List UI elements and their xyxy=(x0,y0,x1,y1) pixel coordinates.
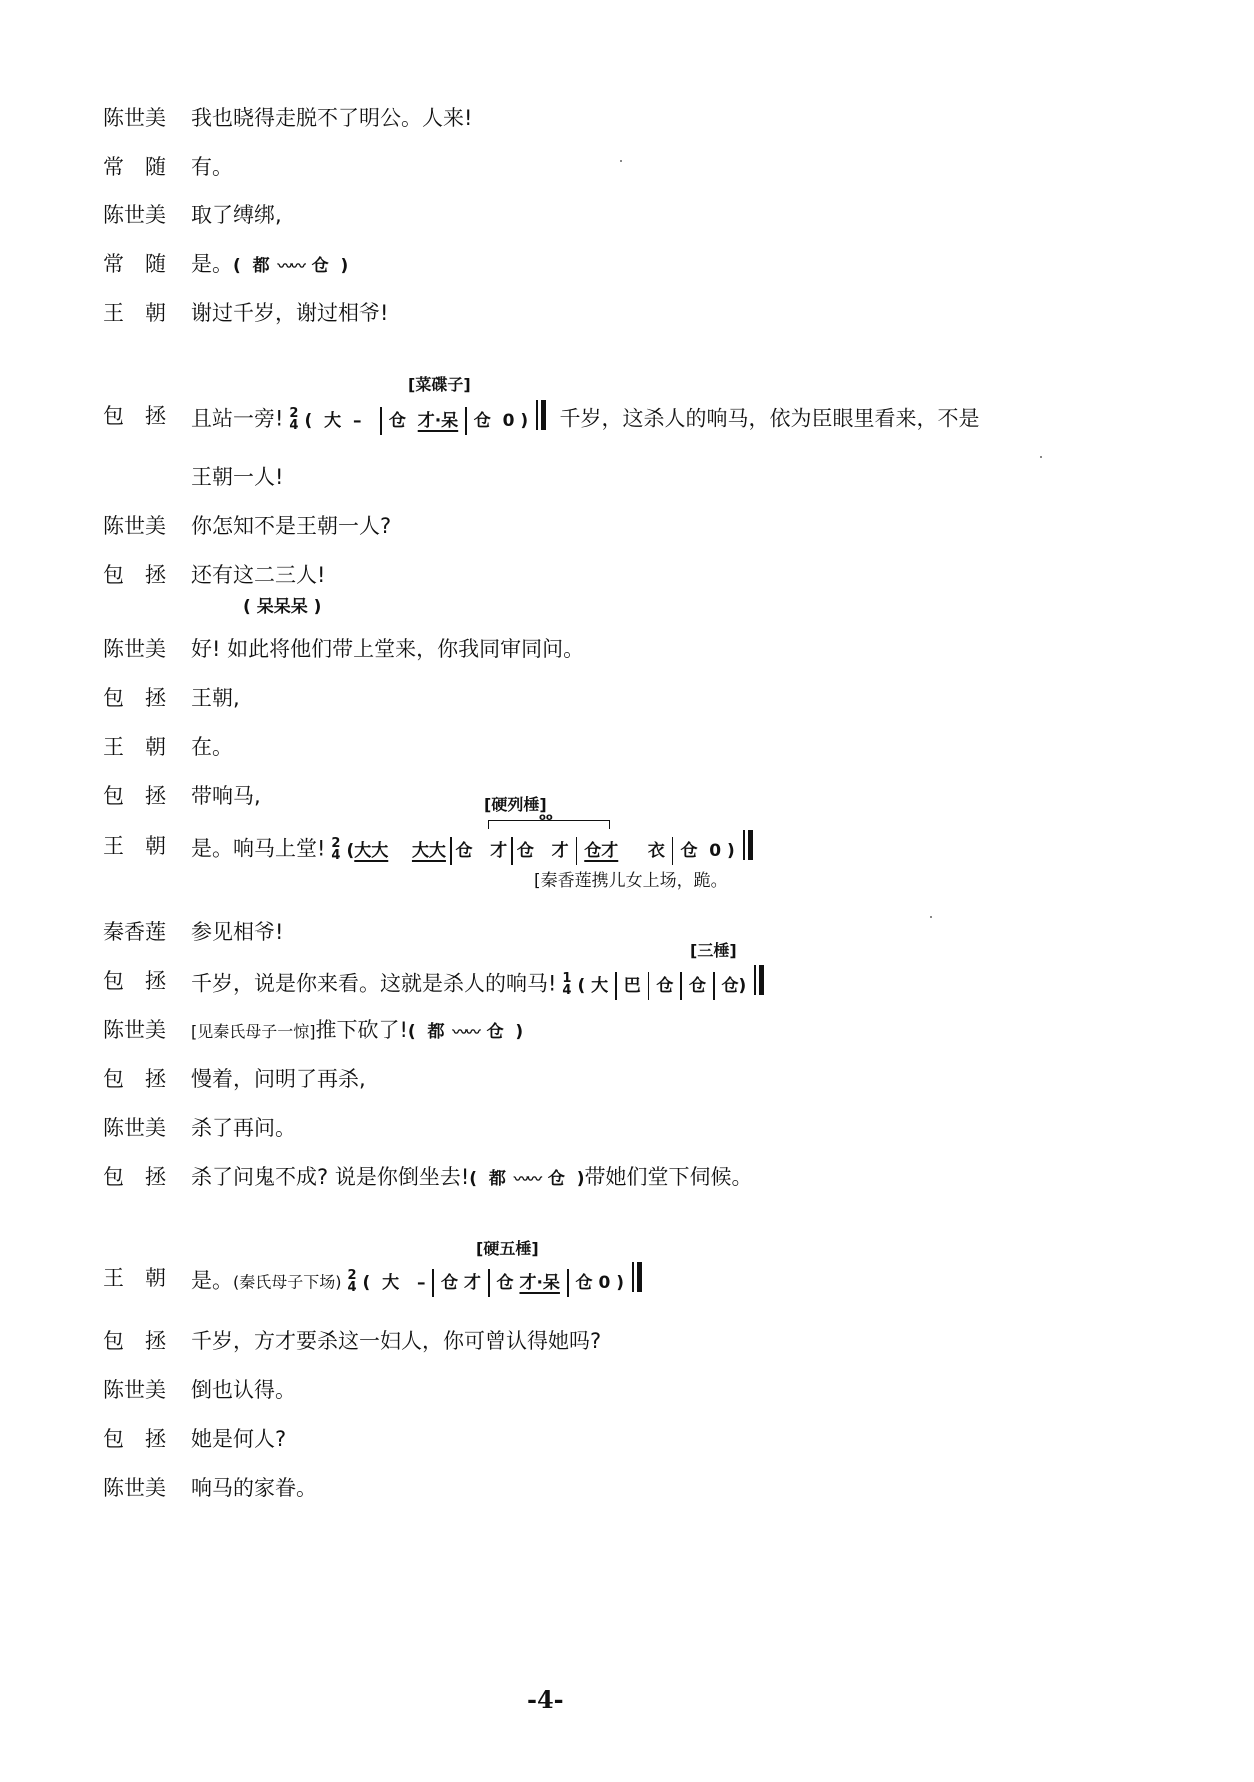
bar-line xyxy=(672,837,674,865)
perc-syllable: 仓 xyxy=(388,410,406,431)
dialogue-text-after: 带她们堂下伺候。 xyxy=(584,1165,753,1189)
dialogue-text: 推下砍了! xyxy=(315,1018,408,1042)
percussion-notation xyxy=(363,1273,624,1293)
paren-open: ( xyxy=(577,975,586,996)
paren-close: ) xyxy=(616,1272,624,1293)
dialogue-content xyxy=(191,965,764,1004)
perc-syllable: 大 xyxy=(591,975,609,996)
perc-syllable: 才 xyxy=(490,840,508,861)
perc-syllable: 仓 xyxy=(688,975,706,996)
dialogue-content xyxy=(191,830,753,869)
percussion-notation xyxy=(469,1169,584,1189)
perc-syllable: 仓 xyxy=(680,840,698,861)
scan-speck xyxy=(930,916,932,918)
bar-line xyxy=(432,1269,434,1297)
time-sig-bottom: 4 xyxy=(289,417,299,433)
dialogue-text: 千岁，方才要杀这一妇人，你可曾认得她吗? xyxy=(191,1329,602,1353)
perc-syllable: 大大 xyxy=(354,840,389,861)
speaker-name: 包 拯 xyxy=(103,404,166,428)
bar-line xyxy=(380,407,382,435)
final-barline xyxy=(754,965,764,1004)
dialogue-content xyxy=(191,248,348,282)
speaker-name: 王 朝 xyxy=(103,301,166,325)
dialogue-text: 谢过千岁，谢过相爷! xyxy=(191,301,389,325)
speaker-name: 包 拯 xyxy=(103,1329,166,1353)
perc-syllable: 仓 xyxy=(455,840,473,861)
paren-open: ( xyxy=(304,410,313,431)
time-sig-top: 2 xyxy=(331,835,341,851)
speaker-name: 陈世美 xyxy=(103,637,166,661)
time-sig-top: 1 xyxy=(562,970,572,986)
dialogue-text: 参见相爷! xyxy=(191,920,284,944)
roll-mark: 〰〰 xyxy=(513,1170,540,1188)
perc-rest: 0 xyxy=(598,1272,611,1293)
speaker-name: 包 拯 xyxy=(103,686,166,710)
perc-syllable: 仓 xyxy=(441,1272,459,1293)
speaker-name: 陈世美 xyxy=(103,1378,166,1402)
paren-close: ) xyxy=(515,1022,524,1042)
dialogue-text: 杀了再问。 xyxy=(191,1116,296,1140)
perc-syllable: 大大 xyxy=(411,840,446,861)
perc-syllable: 仓 xyxy=(486,1022,504,1042)
paren-open: ( xyxy=(362,1272,371,1293)
speaker-name: 包 拯 xyxy=(103,969,166,993)
speaker-name: 包 拯 xyxy=(103,784,166,808)
rest-dash: – xyxy=(416,1272,426,1293)
speaker-name: 秦香莲 xyxy=(103,920,166,944)
perc-syllable: 仓 xyxy=(473,410,491,431)
perc-syllable: 都 xyxy=(427,1022,445,1042)
dialogue-content xyxy=(191,1014,523,1048)
dialogue-text: 她是何人? xyxy=(191,1427,287,1451)
speaker-name: 陈世美 xyxy=(103,106,166,130)
final-barline xyxy=(536,400,546,439)
roll-mark: 〰〰 xyxy=(277,257,304,275)
dialogue-text: 取了缚绑, xyxy=(191,203,282,227)
perc-syllable: 才·呆 xyxy=(519,1272,560,1293)
dialogue-text: 是。 xyxy=(191,252,233,276)
dialogue-text: 是。响马上堂! xyxy=(191,836,326,861)
dialogue-text: 倒也认得。 xyxy=(191,1378,296,1402)
paren-open: ( xyxy=(233,256,241,276)
perc-syllable: 仓才 xyxy=(584,840,619,861)
bar-line xyxy=(450,837,452,865)
time-sig-bottom: 4 xyxy=(562,982,572,998)
perc-syllable: 都 xyxy=(252,256,270,276)
time-sig-top: 2 xyxy=(289,405,299,421)
dialogue-text: 有。 xyxy=(191,155,233,179)
time-signature xyxy=(347,1267,357,1295)
rest-dash: – xyxy=(352,410,362,431)
paren-close: ) xyxy=(738,975,747,996)
percussion-label: [菜碟子] xyxy=(408,375,471,394)
bar-line xyxy=(488,1269,490,1297)
bar-line xyxy=(576,837,578,865)
bar-line xyxy=(615,972,617,1000)
aside-text: [见秦氏母子一惊] xyxy=(191,1022,316,1041)
speaker-name: 陈世美 xyxy=(103,1116,166,1140)
perc-syllable: 仓 xyxy=(496,1272,514,1293)
time-signature xyxy=(331,835,341,863)
dialogue-content xyxy=(191,1161,753,1195)
speaker-name: 陈世美 xyxy=(103,203,166,227)
speaker-name: 王 朝 xyxy=(103,1266,166,1290)
dialogue-text: 好! 如此将他们带上堂来，你我同审同问。 xyxy=(191,637,585,661)
perc-syllable: 衣 xyxy=(647,840,665,861)
dialogue-text: 带响马, xyxy=(191,784,261,808)
dialogue-text: 在。 xyxy=(191,735,233,759)
bar-line xyxy=(648,972,650,1000)
paren-close: ) xyxy=(340,256,349,276)
perc-syllable: 仓 xyxy=(721,975,739,996)
paren-close: ) xyxy=(576,1169,585,1189)
stage-direction: [秦香莲携儿女上场，跪。 xyxy=(534,871,728,891)
bar-line xyxy=(511,837,513,865)
page-number: -4- xyxy=(527,1685,564,1714)
perc-syllable: 才 xyxy=(551,840,569,861)
dialogue-text: 千岁，说是你来看。这就是杀人的响马! xyxy=(191,971,557,996)
time-sig-bottom: 4 xyxy=(347,1279,357,1295)
bar-line xyxy=(680,972,682,1000)
speaker-name: 王 朝 xyxy=(103,735,166,759)
percussion-notation xyxy=(408,1022,523,1042)
dialogue-text: 我也晓得走脱不了明公。人来! xyxy=(191,106,473,130)
speaker-name: 常 随 xyxy=(103,155,166,179)
speaker-name: 包 拯 xyxy=(103,563,166,587)
dialogue-text: 还有这二三人! xyxy=(191,563,326,587)
perc-syllable: 大 xyxy=(324,410,342,431)
paren-open: ( xyxy=(346,840,355,861)
dialogue-text: 响马的家眷。 xyxy=(191,1476,317,1500)
scan-speck xyxy=(620,160,622,162)
dialogue-text-after: 千岁，这杀人的响马，依为臣眼里看来，不是 xyxy=(559,406,980,431)
bar-line xyxy=(713,972,715,1000)
speaker-name: 包 拯 xyxy=(103,1427,166,1451)
percussion-label: [硬列棰] xyxy=(484,795,547,814)
dialogue-text: 是。 xyxy=(191,1268,233,1293)
speaker-name: 王 朝 xyxy=(103,834,166,858)
perc-syllable: 才·呆 xyxy=(417,410,459,431)
percussion-notation xyxy=(233,256,348,276)
percussion-notation xyxy=(577,976,746,996)
speaker-name: 常 随 xyxy=(103,252,166,276)
roll-mark: 〰〰 xyxy=(452,1023,479,1041)
dialogue-text: 王朝, xyxy=(191,686,240,710)
aside-text: (秦氏母子下场) xyxy=(233,1272,342,1292)
time-sig-bottom: 4 xyxy=(331,847,341,863)
speaker-name: 陈世美 xyxy=(103,1476,166,1500)
percussion-notation-below: ( 呆呆呆 ) xyxy=(243,597,322,617)
bar-line xyxy=(465,407,467,435)
perc-rest: 0 xyxy=(502,410,515,431)
perc-syllable: 才 xyxy=(463,1272,481,1293)
dialogue-content xyxy=(191,1262,642,1301)
dialogue-text: 王朝一人! xyxy=(191,465,284,489)
final-barline xyxy=(632,1262,642,1301)
time-sig-top: 2 xyxy=(347,1267,357,1283)
perc-syllable: 大 xyxy=(382,1272,400,1293)
percussion-notation xyxy=(304,411,528,431)
dialogue-content xyxy=(191,400,980,439)
percussion-label: [三棰] xyxy=(690,941,737,960)
grouping-dots: oo xyxy=(539,812,553,823)
paren-close: ) xyxy=(520,410,529,431)
time-signature xyxy=(562,970,572,998)
speaker-name: 包 拯 xyxy=(103,1067,166,1091)
perc-syllable: 都 xyxy=(488,1169,506,1189)
dialogue-text: 杀了问鬼不成? 说是你倒坐去! xyxy=(191,1165,470,1189)
perc-rest: 0 xyxy=(709,840,722,861)
perc-syllable: 仓 xyxy=(311,256,329,276)
speaker-name: 陈世美 xyxy=(103,514,166,538)
paren-open: ( xyxy=(469,1169,478,1189)
percussion-notation xyxy=(346,841,734,861)
percussion-label: [硬五棰] xyxy=(476,1239,539,1258)
dialogue-text: 慢着，问明了再杀, xyxy=(191,1067,366,1091)
paren-close: ) xyxy=(727,840,735,861)
final-barline xyxy=(743,830,753,869)
perc-syllable: 仓 xyxy=(575,1272,593,1293)
time-signature xyxy=(289,405,299,433)
perc-syllable: 仓 xyxy=(656,975,674,996)
dialogue-text: 你怎知不是王朝一人? xyxy=(191,514,392,538)
paren-open: ( xyxy=(407,1022,416,1042)
bar-line xyxy=(567,1269,569,1297)
perc-syllable: 巴 xyxy=(623,975,641,996)
scan-speck xyxy=(1040,456,1042,458)
perc-syllable: 仓 xyxy=(516,840,534,861)
speaker-name: 包 拯 xyxy=(103,1165,166,1189)
speaker-name: 陈世美 xyxy=(103,1018,166,1042)
dialogue-text: 且站一旁! xyxy=(191,406,284,431)
perc-syllable: 仓 xyxy=(547,1169,565,1189)
